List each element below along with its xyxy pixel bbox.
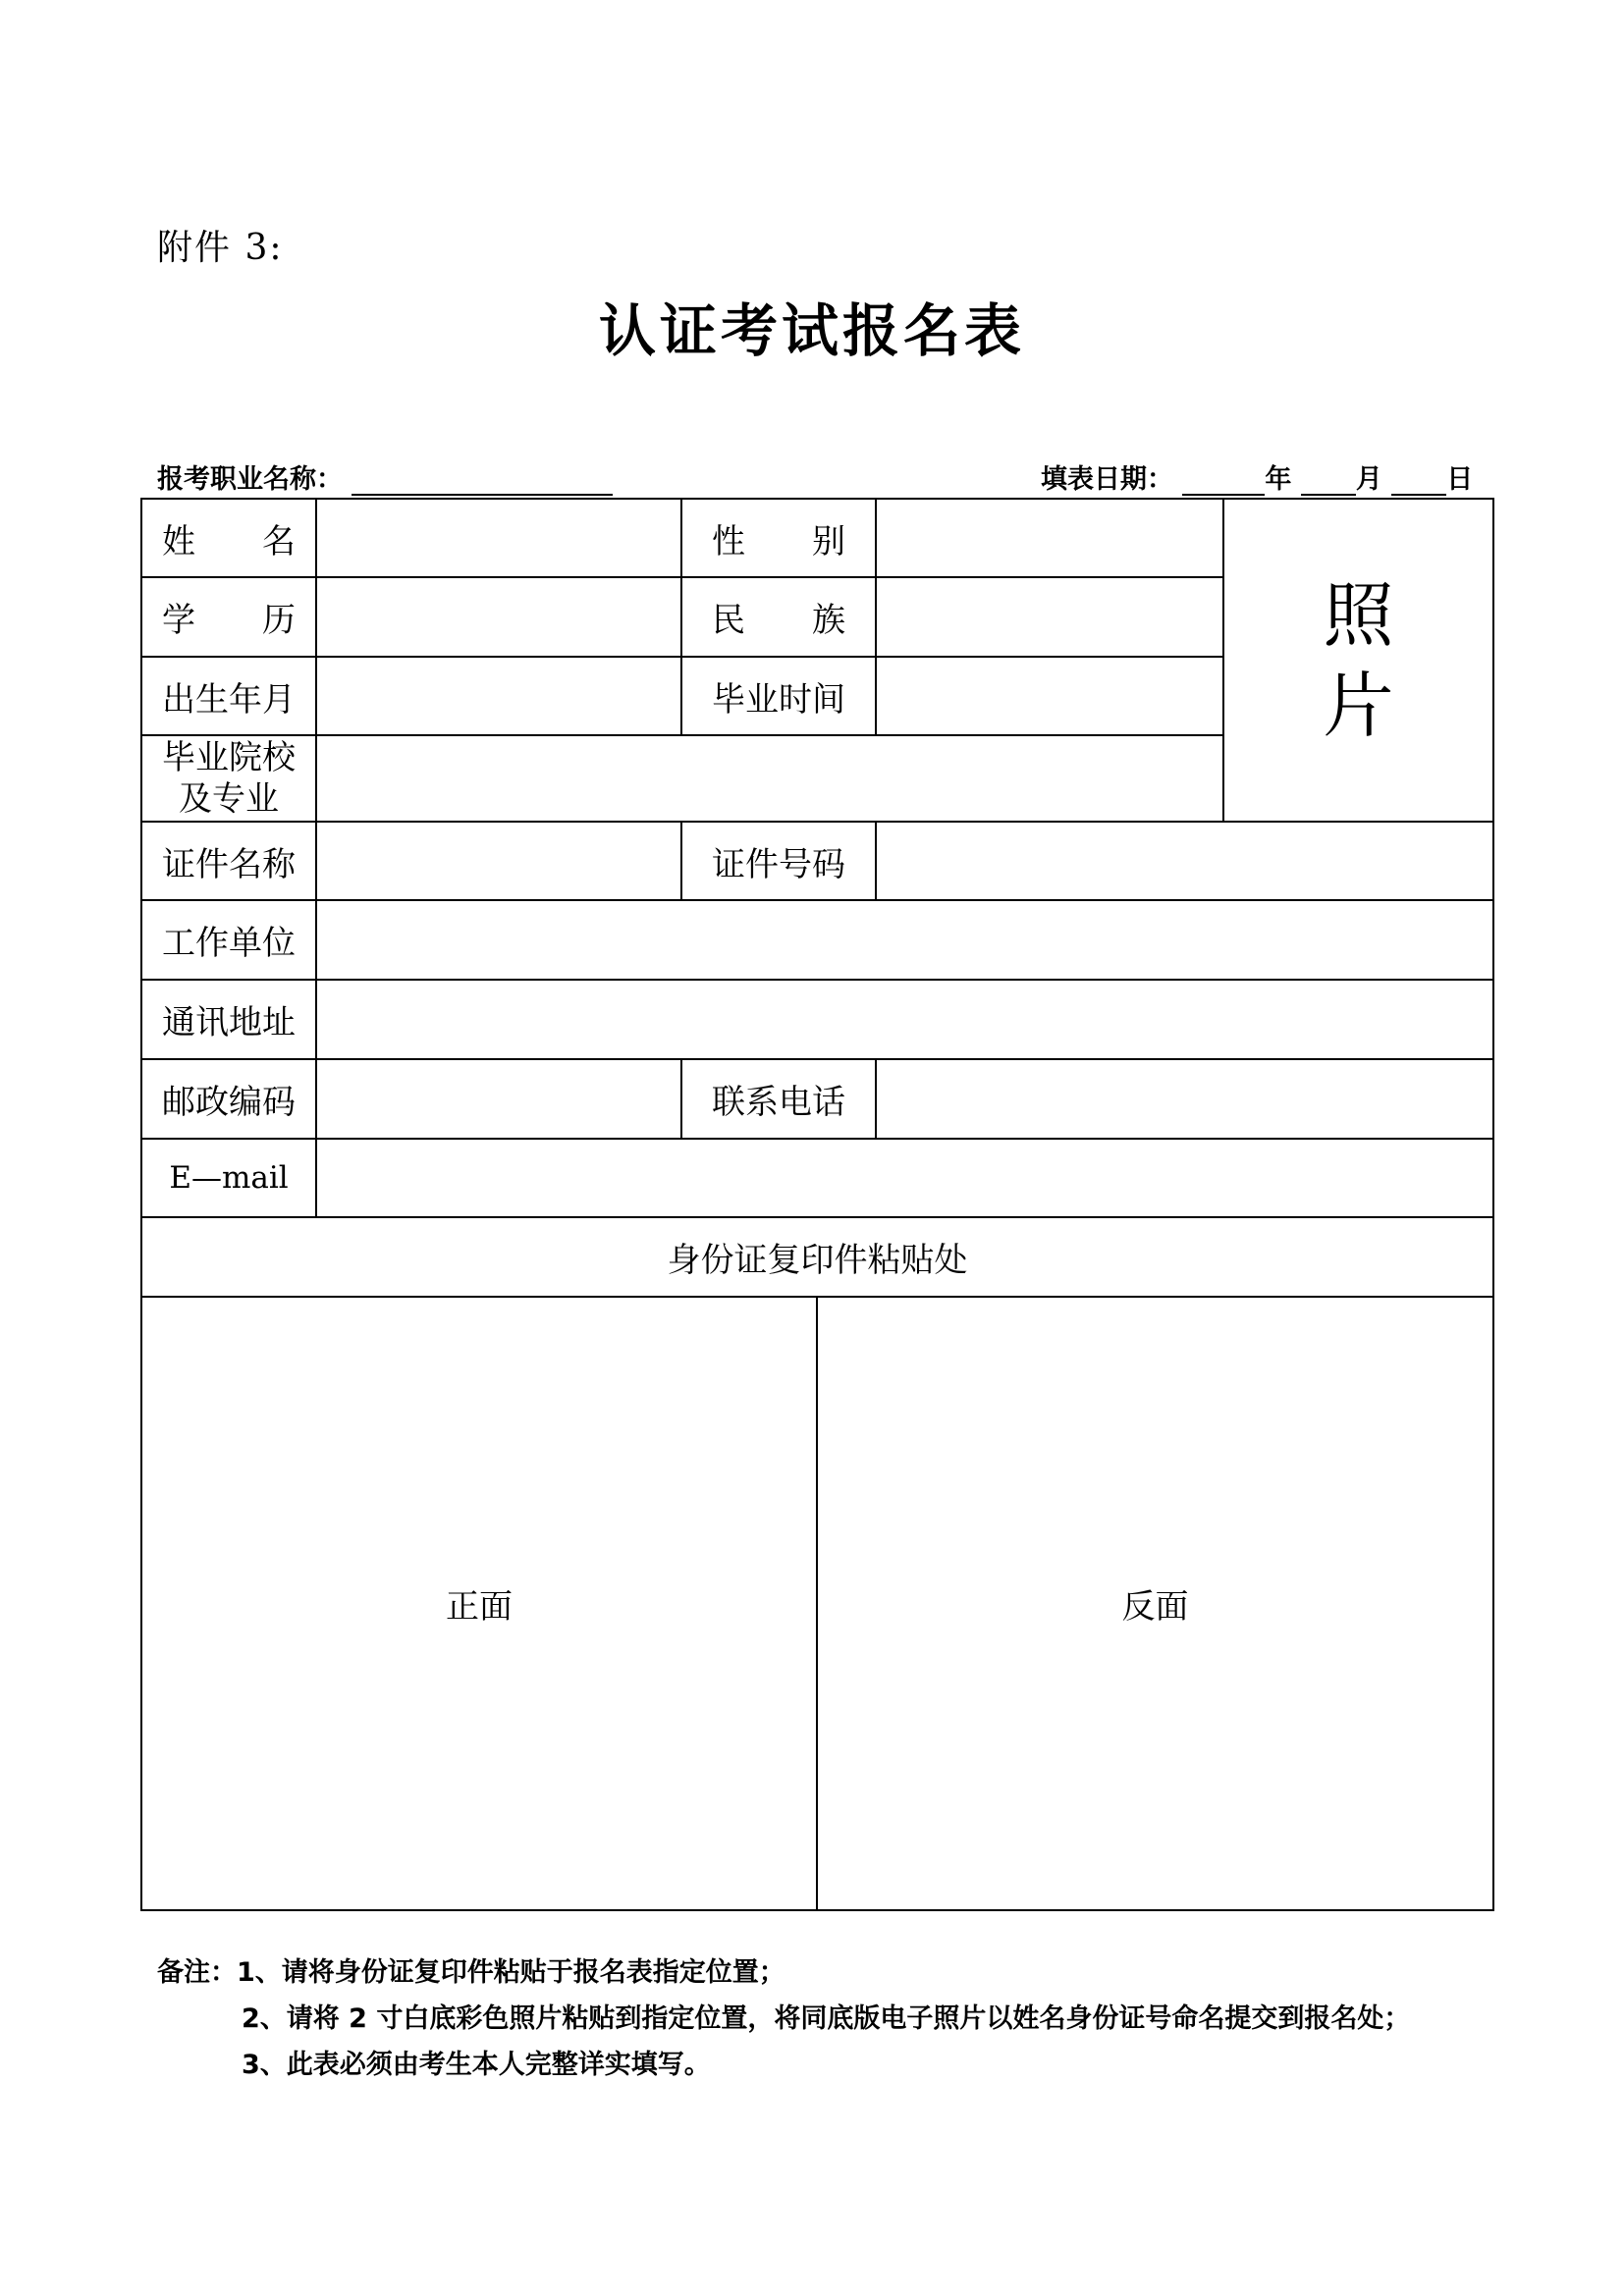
id-back-label: 反面 — [1121, 1587, 1189, 1627]
address-label-text: 通讯地址 — [162, 1003, 296, 1042]
birth-label — [142, 658, 315, 734]
exam-job-input[interactable] — [352, 466, 613, 496]
name-label — [142, 500, 315, 576]
month-label: 月 — [1355, 464, 1382, 495]
id-copy-header — [142, 1218, 1492, 1296]
id-number-label — [682, 823, 875, 899]
id-type-label — [142, 823, 315, 899]
id-number-label-text: 证件号码 — [712, 844, 845, 884]
id-type-label-text: 证件名称 — [162, 844, 296, 884]
school-label-line1: 毕业院校 — [162, 738, 296, 777]
school-field[interactable] — [317, 736, 1222, 821]
id-copy-header-text: 身份证复印件粘贴处 — [667, 1241, 968, 1280]
graduation-time-label — [682, 658, 875, 734]
ethnicity-field[interactable] — [877, 578, 1222, 656]
email-label-text: E—mail — [169, 1160, 289, 1196]
photo-area[interactable] — [1224, 500, 1492, 821]
phone-label — [682, 1060, 875, 1138]
birth-label-text: 出生年月 — [162, 679, 296, 720]
address-label — [142, 981, 315, 1058]
notes-section — [157, 1949, 1410, 2088]
fill-day-input[interactable] — [1391, 466, 1446, 496]
ethnicity-label — [682, 578, 875, 656]
phone-label-text: 联系电话 — [712, 1083, 845, 1122]
school-label-line2: 及专业 — [179, 779, 279, 819]
year-label: 年 — [1265, 464, 1292, 495]
name-field[interactable] — [317, 500, 680, 576]
email-field[interactable] — [317, 1140, 1492, 1216]
page-title: 认证考试报名表 — [598, 297, 1025, 364]
note-item-1 — [157, 1949, 1410, 1996]
id-front-label: 正面 — [446, 1587, 513, 1627]
gender-field[interactable] — [877, 500, 1222, 576]
notes-prefix: 备注： — [157, 1957, 237, 1988]
address-field[interactable] — [317, 981, 1492, 1058]
exam-job-row — [157, 457, 613, 496]
note-item-1-text: 1、请将身份证复印件粘贴于报名表指定位置； — [237, 1957, 785, 1988]
education-field[interactable] — [317, 578, 680, 656]
ethnicity-label-text: 民 族 — [712, 601, 845, 640]
gender-label — [682, 500, 875, 576]
postcode-label-text: 邮政编码 — [162, 1083, 296, 1122]
graduation-time-label-text: 毕业时间 — [712, 679, 845, 720]
graduation-time-field[interactable] — [877, 658, 1222, 734]
note-item-3: 3、此表必须由考生本人完整详实填写。 — [242, 2050, 711, 2080]
id-number-field[interactable] — [877, 823, 1492, 899]
id-type-field[interactable] — [317, 823, 680, 899]
employer-field[interactable] — [317, 901, 1492, 979]
employer-label-text: 工作单位 — [162, 924, 296, 963]
fill-year-input[interactable] — [1182, 466, 1265, 496]
day-label: 日 — [1446, 464, 1474, 495]
postcode-field[interactable] — [317, 1060, 680, 1138]
attachment-label: 附件 3: — [157, 228, 284, 268]
id-back-area[interactable] — [818, 1298, 1492, 1909]
table-border-right — [1492, 498, 1494, 1911]
email-label — [142, 1140, 315, 1216]
note-item-2: 2、请将 2 寸白底彩色照片粘贴到指定位置，将同底版电子照片以姓名身份证号命名提交到报名处； — [242, 2003, 1411, 2034]
photo-label-line2: 片 — [1323, 664, 1394, 747]
employer-label — [142, 901, 315, 979]
name-label-text: 姓 名 — [162, 521, 296, 561]
id-front-area[interactable] — [142, 1298, 816, 1909]
postcode-label — [142, 1060, 315, 1138]
gender-label-text: 性 别 — [712, 521, 845, 561]
exam-job-label: 报考职业名称： — [157, 464, 343, 495]
education-label — [142, 578, 315, 656]
school-label — [142, 736, 315, 821]
fill-month-input[interactable] — [1301, 466, 1356, 496]
phone-field[interactable] — [877, 1060, 1492, 1138]
birth-field[interactable] — [317, 658, 680, 734]
fill-date-label: 填表日期： — [1041, 464, 1173, 495]
photo-label-line1: 照 — [1323, 573, 1394, 657]
education-label-text: 学 历 — [162, 601, 296, 640]
fill-date-row — [1041, 457, 1473, 496]
